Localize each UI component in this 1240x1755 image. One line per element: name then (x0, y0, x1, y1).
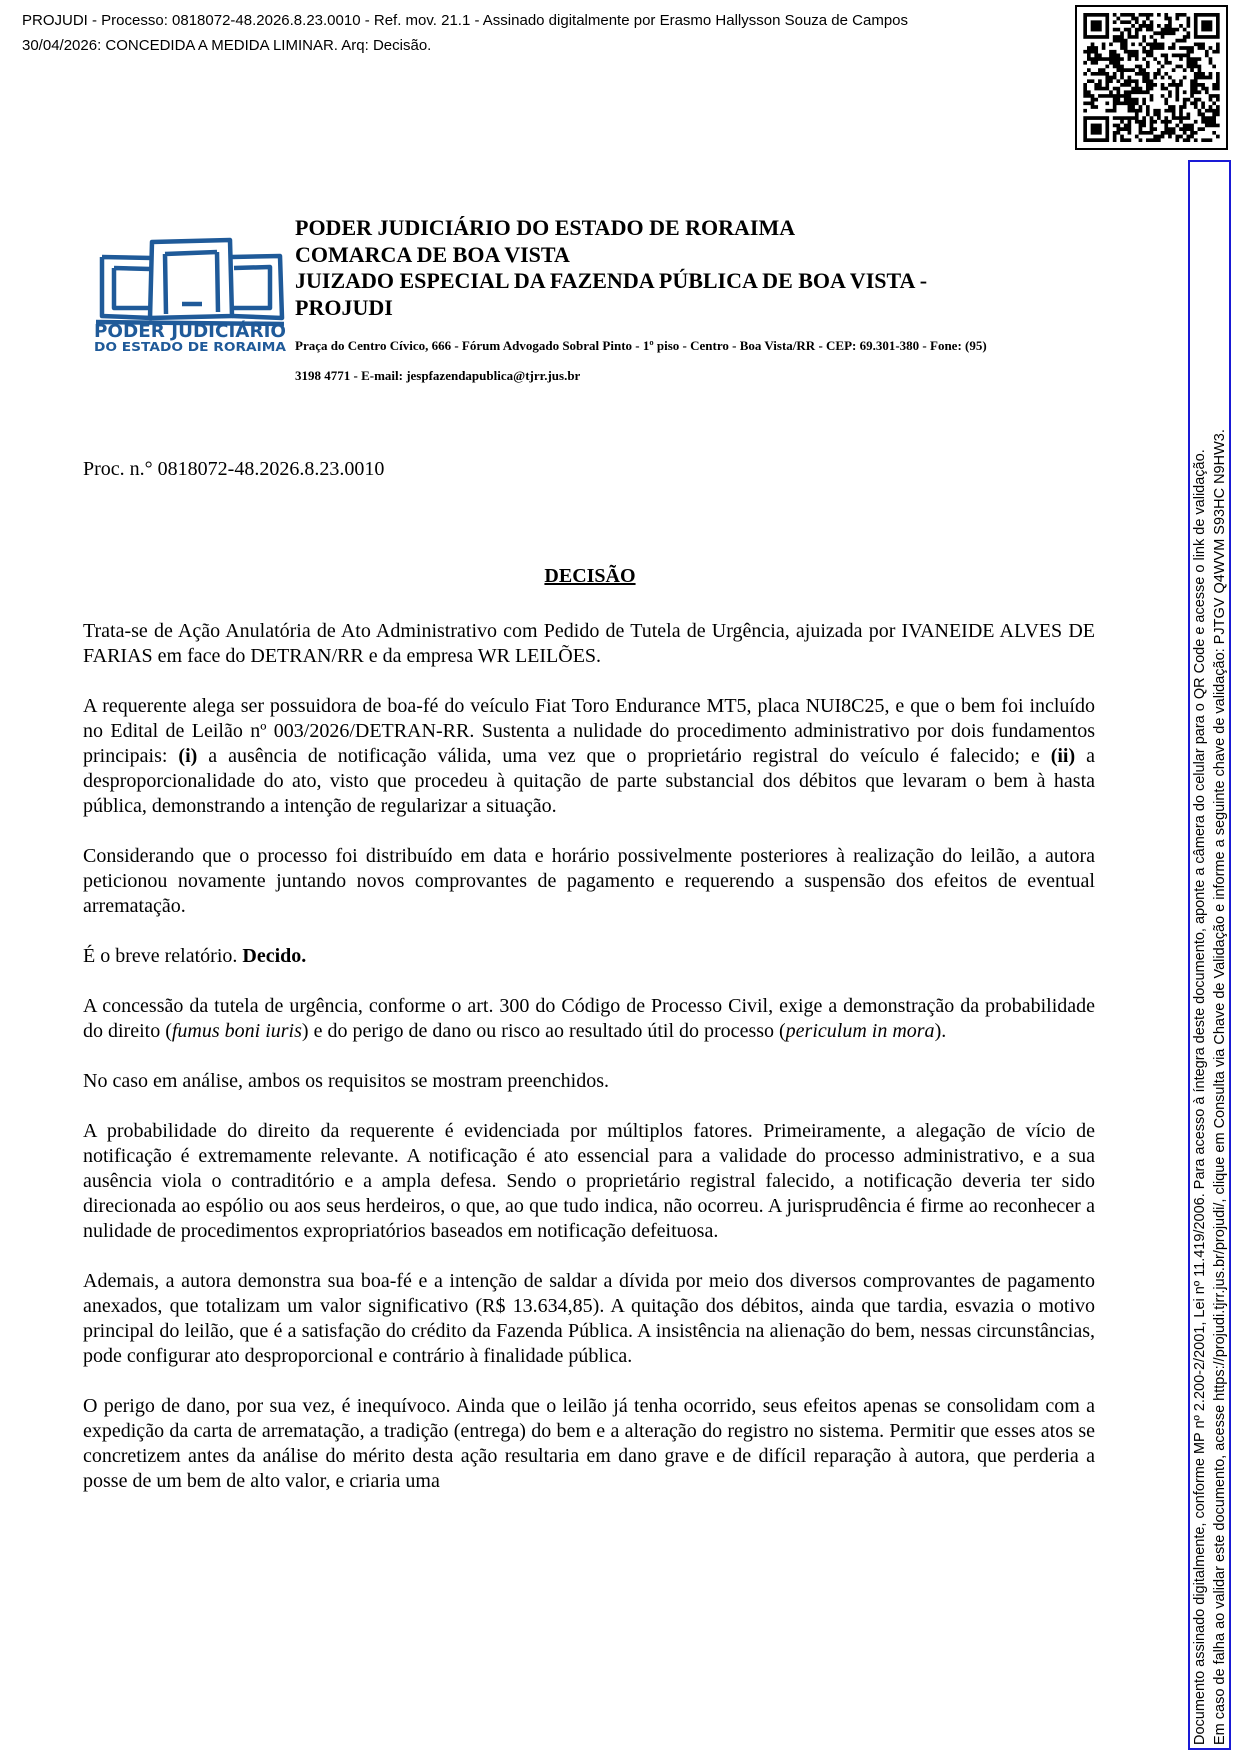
latin-term: periculum in mora (785, 1020, 935, 1042)
item-marker-i: (i) (178, 745, 198, 767)
document-title: DECISÃO (544, 565, 636, 587)
text: ) e do perigo de dano ou risco ao resultado útil do processo ( (301, 1020, 786, 1042)
paragraph-report (83, 944, 1095, 969)
text: ). (934, 1020, 947, 1042)
court-logo (92, 232, 288, 352)
header-line-4: PROJUDI (295, 294, 393, 320)
address-line-2: 3198 4771 - E-mail: jespfazendapublica@tjrr.jus.br (295, 368, 581, 383)
digital-signature-stamp (22, 8, 908, 58)
document-body (83, 619, 1095, 1519)
court-header (295, 215, 1095, 391)
logo-line-1: PODER JUDICIÁRIO (94, 322, 278, 342)
latin-term: fumus boni iuris (171, 1020, 302, 1042)
validation-text (1190, 165, 1230, 1745)
stamp-line-2: 30/04/2026: CONCEDIDA A MEDIDA LIMINAR. Arq: Decisão. (22, 37, 432, 54)
paragraph-analysis: No caso em análise, ambos os requisitos se mostram preenchidos. (83, 1070, 609, 1092)
header-line-1: PODER JUDICIÁRIO DO ESTADO DE RORAIMA (295, 215, 796, 240)
header-line-3: JUIZADO ESPECIAL DA FAZENDA PÚBLICA DE BOA VISTA - (295, 268, 928, 293)
paragraph-requirements (83, 994, 1095, 1044)
validation-line-2: Em caso de falha ao validar este documento, acesse https://projudi.tjrr.jus.br/projudi/, clique em Consulta via Chave de Validação e informe a seguinte chave de validação: PJTGV Q4WVM S93HC N9HW3. (1211, 429, 1228, 1745)
qr-code-icon (1083, 13, 1220, 142)
validation-box (1188, 160, 1231, 1750)
qr-code[interactable] (1075, 5, 1228, 150)
paragraph-petition: Considerando que o processo foi distribuído em data e horário possivelmente posteriores à realização do leilão, a autora peticionou novamente juntando novos comprovantes de pagamento e requerendo a suspensão dos efeitos de eventual arrematação. (83, 845, 1095, 917)
text: a desproporcionalidade do ato, visto que procedeu à quitação de parte substancial dos débitos que levaram o bem à hasta pública, demonstrando a intenção de regularizar a situação. (83, 745, 1095, 817)
item-marker-ii: (ii) (1050, 745, 1076, 767)
stamp-line-1: PROJUDI - Processo: 0818072-48.2026.8.23.0010 - Ref. mov. 21.1 - Assinado digitalmente por Erasmo Hallysson Souza de Campos (22, 12, 909, 29)
text: A concessão da tutela de urgência, conforme o art. 300 do Código de Processo Civil, exige a demonstração da probabilidade do direito ( (83, 995, 1095, 1042)
text: É o breve relatório. (83, 945, 243, 967)
paragraph-danger: O perigo de dano, por sua vez, é inequívoco. Ainda que o leilão já tenha ocorrido, seus efeitos apenas se consolidam com a expedição da carta de arrematação, a tradição (entrega) do bem e a alteração do registro no sistema. Permitir que esses atos se concretizem antes da análise do mérito desta ação resultaria em dano grave e de difícil reparação à autora, que perderia a posse de um bem de alto valor, e criaria uma (83, 1395, 1095, 1492)
process-number: Proc. n.° 0818072-48.2026.8.23.0010 (83, 458, 385, 480)
text: a ausência de notificação válida, uma vez que o proprietário registral do veículo é falecido; e (197, 745, 1051, 767)
text: A requerente alega ser possuidora de boa-fé do veículo Fiat Toro Endurance MT5, placa NUI8C25, e que o bem foi incluído no Edital de Leilão nº 003/2026/DETRAN-RR. Sustenta a nulidade do procedimento administrativo por dois fundamentos principais: (83, 695, 1095, 767)
court-building-icon (92, 232, 288, 352)
logo-line-2: DO ESTADO DE RORAIMA (94, 339, 287, 352)
court-address (295, 331, 1095, 391)
decido-label: Decido. (242, 945, 307, 967)
paragraph-intro: Trata-se de Ação Anulatória de Ato Administrativo com Pedido de Tutela de Urgência, ajuizada por IVANEIDE ALVES DE FARIAS em face do DETRAN/RR e da empresa WR LEILÕES. (83, 620, 1095, 667)
header-line-2: COMARCA DE BOA VISTA (295, 241, 570, 267)
paragraph-probability: A probabilidade do direito da requerente é evidenciada por múltiplos fatores. Primeiramente, a alegação de vício de notificação é extremamente relevante. A notificação é ato essencial para a validade do processo administrativo, e a sua ausência viola o contraditório e a ampla defesa. Sendo o proprietário registral falecido, a notificação deveria ter sido direcionada ao espólio ou aos seus herdeiros, o que, ao que tudo indica, não ocorreu. A jurisprudência é firme ao reconhecer a nulidade de procedimentos expropriatórios baseados em notificação defeituosa. (83, 1120, 1095, 1242)
paragraph-allegations (83, 694, 1095, 819)
address-line-1: Praça do Centro Cívico, 666 - Fórum Advogado Sobral Pinto - 1º piso - Centro - Boa Vista/RR - CEP: 69.301-380 - Fone: (95) (295, 338, 987, 353)
validation-line-1: Documento assinado digitalmente, conforme MP nº 2.200-2/2001, Lei nº 11.419/2006. Para acesso à íntegra deste documento, aponte a câmera do celular para o QR Code e acesse o link de validação. (1191, 449, 1208, 1745)
paragraph-good-faith: Ademais, a autora demonstra sua boa-fé e a intenção de saldar a dívida por meio dos diversos comprovantes de pagamento anexados, que totalizam um valor significativo (R$ 13.634,85). A quitação dos débitos, ainda que tardia, esvazia o motivo principal do leilão, que é a satisfação do crédito da Fazenda Pública. A insistência na alienação do bem, nessas circunstâncias, pode configurar ato desproporcional e contrário à finalidade pública. (83, 1270, 1095, 1367)
